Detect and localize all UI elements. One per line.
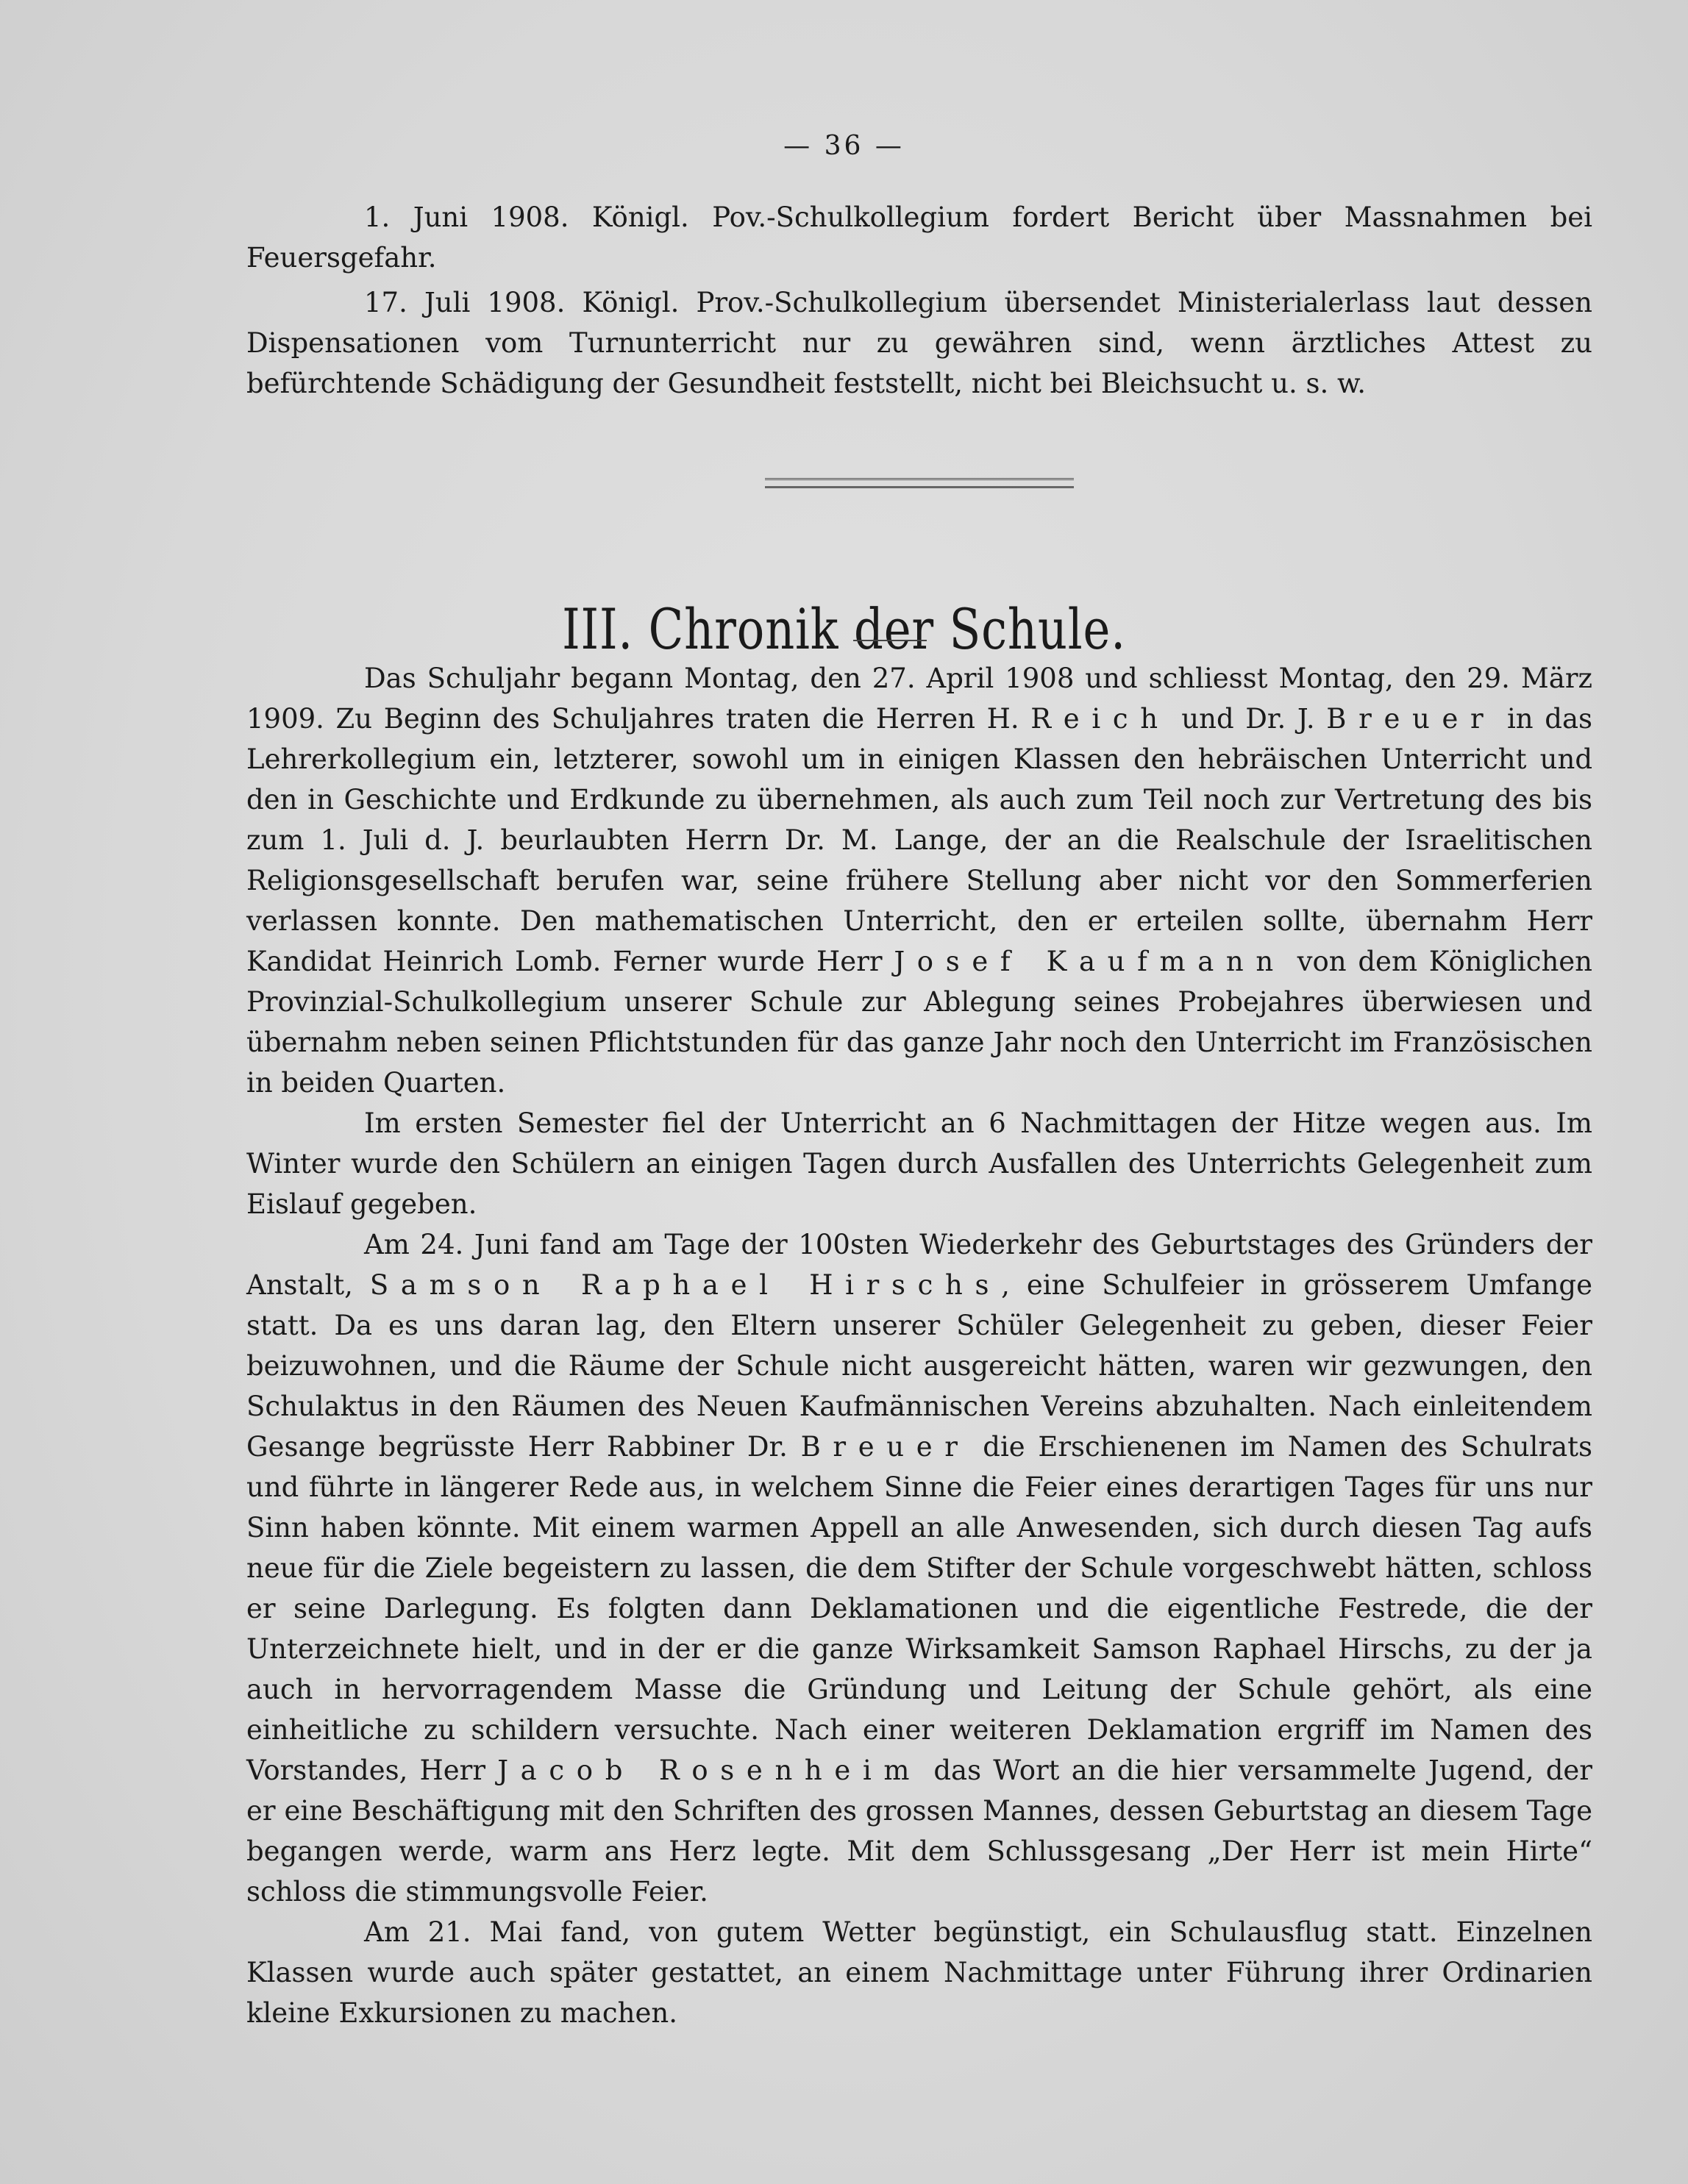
text-run: 1. Juni 1908. Königl. Pov.-Schulkollegium fordert Bericht über Massnahmen bei Feuersgefahr.	[246, 201, 1592, 274]
text-run: das Wort an die hier versammelte Jugend, der er eine Beschäftigung mit den Schriften des grossen Mannes, dessen Geburtstag an diesem Tage begangen werde, warm ans Herz legte. Mit dem Schlussgesang „Der Herr ist mein Hirte“ schloss die stimmungsvolle Feier.	[246, 1755, 1592, 1908]
section-title: III. Chronik der Schule.	[562, 596, 1126, 662]
chronik-body	[246, 658, 1592, 2033]
text-run: Am 21. Mai fand, von gutem Wetter begünstigt, ein Schulausflug statt. Einzelnen Klassen wurde auch später gestattet, an einem Nachmittage unter Führung ihrer Ordinarien kleine Exkursionen zu machen.	[246, 1916, 1592, 2029]
text-run: die Erschienenen im Namen des Schulrats und führte in längerer Rede aus, in welchem Sinne die Feier eines derartigen Tages für uns nur Sinn haben könnte. Mit einem warmen Appell an alle Anwesenden, sich durch diesen Tag aufs neue für die Ziele begeistern zu lassen, die dem Stifter der Schule vorgeschwebt hätten, schloss er seine Darlegung. Es folgten dann Deklamationen und die eigentliche Festrede, die der Unterzeichnete hielt, und in der er die ganze Wirksamkeit Samson Raphael Hirschs, zu der ja auch in hervorragendem Masse die Gründung und Leitung der Schule gehört, als eine einheitliche zu schildern versuchte. Nach einer weiteren Deklamation ergriff im Namen des Vorstandes, Herr	[246, 1431, 1592, 1786]
spaced-name: Samson Raphael Hirschs	[369, 1269, 1002, 1301]
text-run: von dem Königlichen Provinzial-Schulkollegium unserer Schule zur Ablegung seines Probejahres überwiesen und übernahm neben seinen Pflichtstunden für das ganze Jahr noch den Unterricht im Französischen in beiden Quarten.	[246, 946, 1592, 1099]
correspondence-entry	[246, 282, 1592, 404]
text-run: Das Schuljahr begann Montag, den 27. April 1908 und schliesst Montag, den 29. März 1909. Zu Beginn des Schuljahres traten die Herren H.	[246, 663, 1592, 735]
chronik-paragraph	[246, 1912, 1592, 2033]
correspondence-entries	[246, 197, 1592, 408]
spaced-name: Breuer	[1326, 703, 1496, 735]
spaced-name: Jacob Rosenheim	[497, 1755, 922, 1786]
text-run: in das Lehrerkollegium ein, letzterer, sowohl um in einigen Klassen den hebräischen Unterricht und den in Geschichte und Erdkunde zu übernehmen, als auch zum Teil noch zur Vertretung des bis zum 1. Juli d. J. beurlaubten Herrn Dr. M. Lange, der an die Realschule der Israelitischen Religionsgesellschaft berufen war, seine frühere Stellung aber nicht vor den Sommerferien verlassen konnte. Den mathematischen Unterricht, den er erteilen sollte, übernahm Herr Kandidat Heinrich Lomb. Ferner wurde Herr	[246, 703, 1592, 977]
correspondence-entry	[246, 197, 1592, 278]
text-run: 17. Juli 1908. Königl. Prov.-Schulkollegium übersendet Ministerialerlass laut dessen Dispensationen vom Turnunterricht nur zu gewähren sind, wenn ärztliches Attest zu befürchtende Schädigung der Gesundheit feststellt, nicht bei Bleichsucht u. s. w.	[246, 287, 1592, 399]
chronik-paragraph	[246, 1224, 1592, 1912]
text-run: Im ersten Semester fiel der Unterricht an 6 Nachmittagen der Hitze wegen aus. Im Winter wurde den Schülern an einigen Tagen durch Ausfallen des Unterrichts Gelegenheit zum Eislauf gegeben.	[246, 1107, 1592, 1220]
spaced-name: Breuer	[800, 1431, 970, 1463]
text-run: , eine Schulfeier in grösserem Umfange statt. Da es uns daran lag, den Eltern unserer Schüler Gelegenheit zu geben, dieser Feier beizuwohnen, und die Räume der Schule nicht ausgereicht hätten, waren wir gezwungen, den Schulaktus in den Räumen des Neuen Kaufmännischen Vereins abzuhalten. Nach einleitendem Gesange begrüsste Herr Rabbiner Dr.	[246, 1269, 1592, 1463]
section-divider	[765, 478, 1074, 488]
text-run: Am 24. Juni fand am Tage der 100sten Wiederkehr des Geburtstages des Gründers der Anstalt,	[246, 1229, 1592, 1301]
chronik-paragraph	[246, 1103, 1592, 1224]
chronik-paragraph	[246, 658, 1592, 1103]
page-number: — 36 —	[783, 131, 905, 161]
title-underline	[853, 640, 927, 641]
text-run: und Dr. J.	[1169, 703, 1327, 735]
spaced-name: Reich	[1030, 703, 1170, 735]
spaced-name: Josef Kaufmann	[894, 946, 1286, 977]
